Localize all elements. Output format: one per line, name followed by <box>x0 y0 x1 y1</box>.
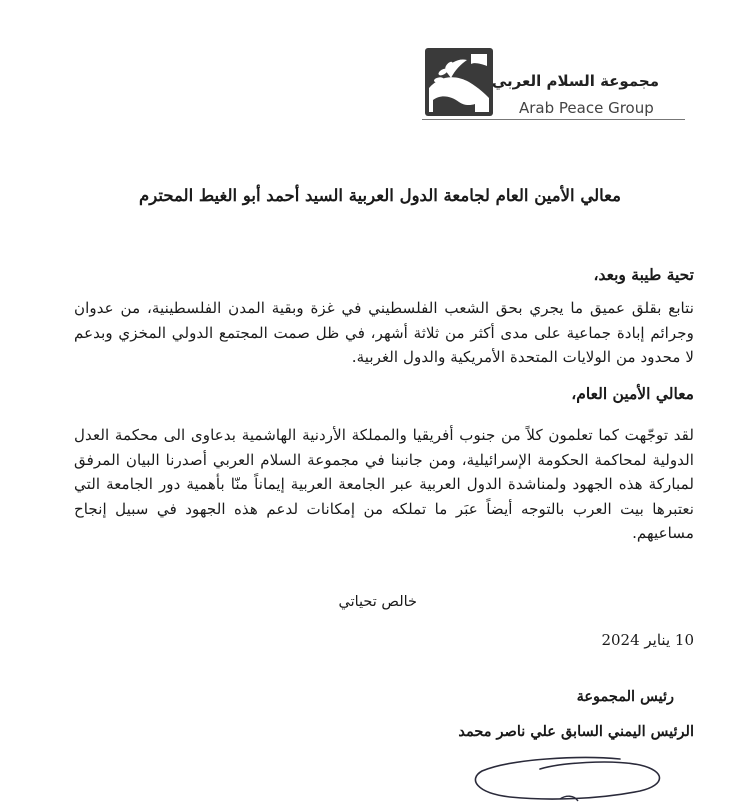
header-divider <box>422 119 685 120</box>
signer-title: رئيس المجموعة <box>576 688 674 705</box>
letter-greeting: تحية طيبة وبعد، <box>593 265 694 284</box>
arab-peace-group-logo <box>425 48 493 116</box>
letter-salutation: معالي الأمين العام، <box>571 384 694 403</box>
letter-paragraph-2: لقد توجّهت كما تعلمون كلاً من جنوب أفريقيا والمملكة الأردنية الهاشمية بدعاوى الى محكمة العدل الدولية لمحاكمة الحكومة الإسرائيلية، ومن جانبنا في مجموعة السلام العربي أصدرنا البيان المرفق لمباركة هذه الجهود ولمناشدة الدول العربية عبر الجامعة العربية إيماناً منّا بأهمية دور الجامعة التي نعتبرها بيت العرب بالتوجه أيضاً عبَر ما تملكه من إمكانات لدعم هذه الجهود في سبيل إنجاح مساعيهم. <box>74 426 694 542</box>
org-name-english: Arab Peace Group <box>519 99 654 117</box>
letter-date: 10 يناير 2024 <box>601 631 694 649</box>
letter-closing: خالص تحياتي <box>338 594 417 610</box>
letter-addressee: معالي الأمين العام لجامعة الدول العربية السيد أحمد أبو الغيط المحترم <box>139 186 621 205</box>
handwritten-signature <box>470 755 670 803</box>
org-name-arabic: مجموعة السلام العربي <box>491 72 659 90</box>
letter-paragraph-1: نتابع بقلق عميق ما يجري بحق الشعب الفلسطيني في غزة وبقية المدن الفلسطينية، من عدوان وجرائم إبادة جماعية على مدى أكثر من ثلاثة أشهر، في ظل صمت المجتمع الدولي المخزي وبدعم لا محدود من الولايات المتحدة الأمريكية والدول الغربية. <box>74 299 694 366</box>
signer-name: الرئيس اليمني السابق علي ناصر محمد <box>458 723 694 740</box>
